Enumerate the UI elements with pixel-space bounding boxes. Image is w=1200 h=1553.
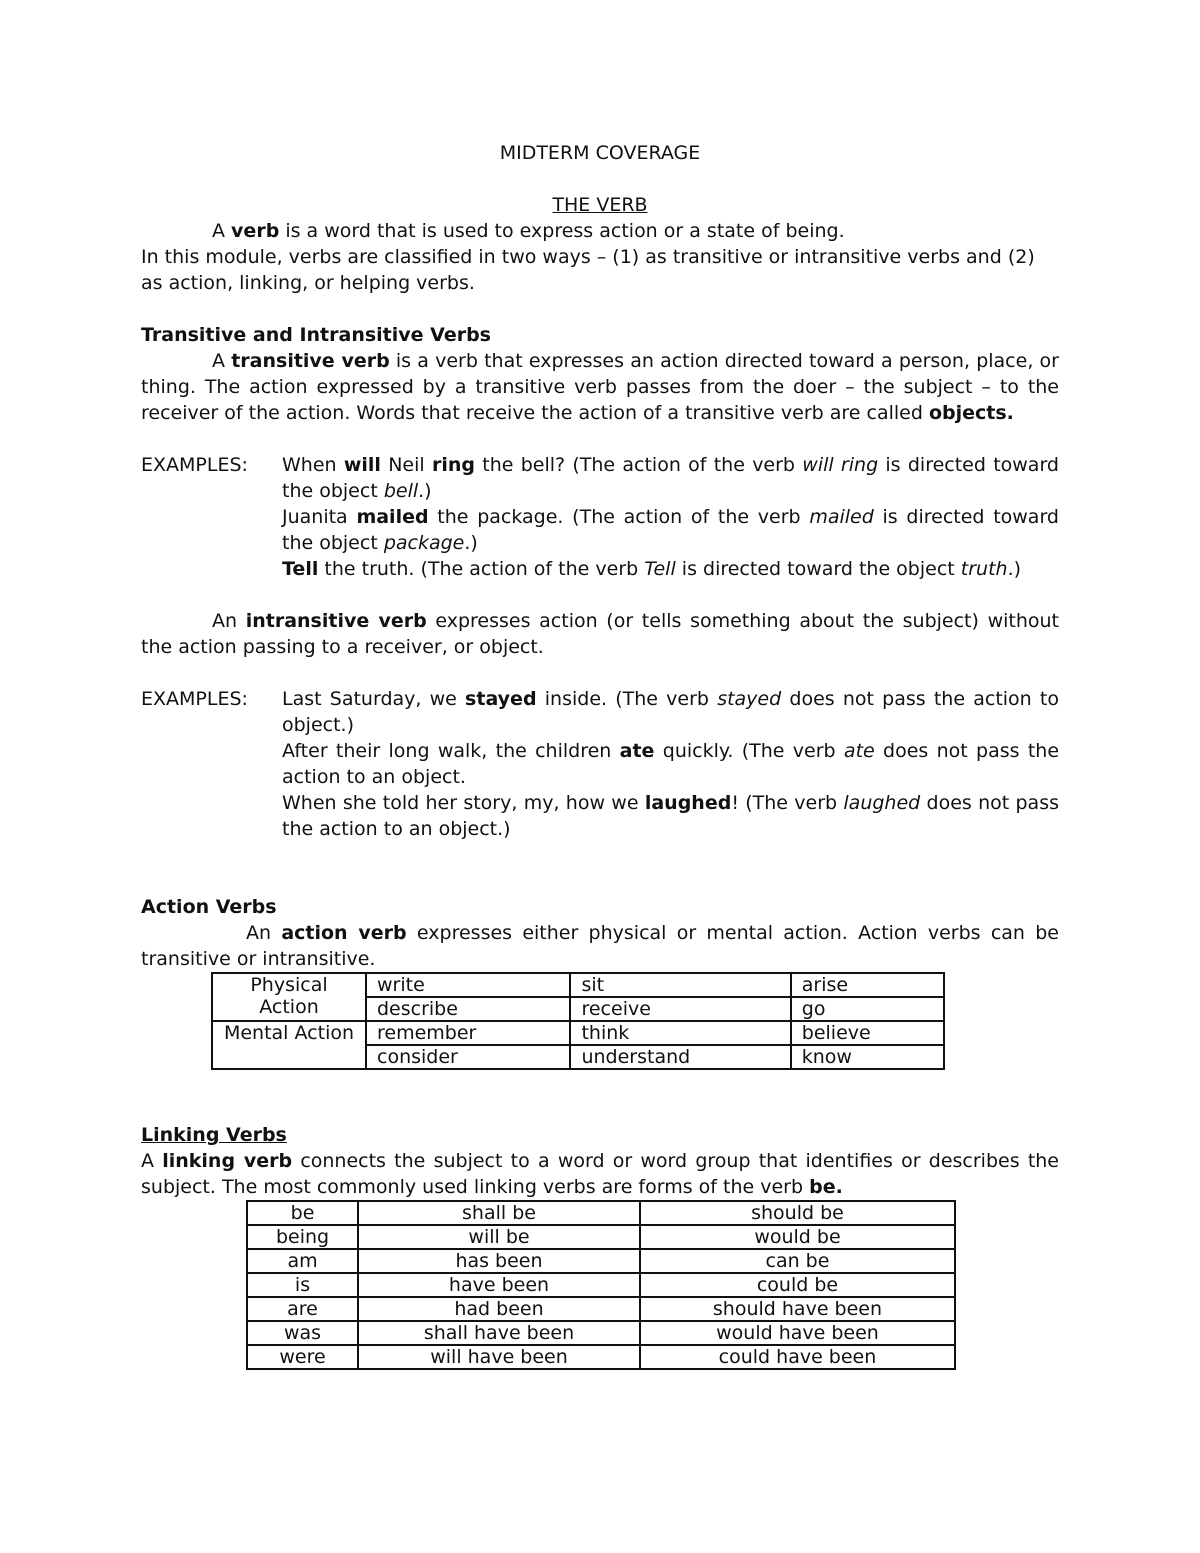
table-cell: had been (358, 1297, 640, 1321)
table-cell: arise (791, 973, 944, 997)
table-cell: go (791, 997, 944, 1021)
linking-definition: A linking verb connects the subject to a word or word group that identifies or describes the subject. The most commonly used linking verbs are forms of the verb be. (141, 1150, 1059, 1198)
table-cell: would be (640, 1225, 955, 1249)
verb-definition: A verb is a word that is used to express action or a state of being. (212, 220, 845, 242)
table-cell: remember (366, 1021, 570, 1045)
table-cell: think (570, 1021, 790, 1045)
intransitive-examples (141, 686, 1059, 842)
table-cell: know (791, 1045, 944, 1069)
action-definition: An action verb expresses either physical or mental action. Action verbs can be transitive or intransitive. (141, 922, 1059, 970)
document-content (141, 140, 1059, 1370)
table-cell: be (247, 1201, 358, 1225)
examples-label: EXAMPLES: (141, 688, 248, 710)
table-cell: being (247, 1225, 358, 1249)
table-cell: can be (640, 1249, 955, 1273)
page-title: MIDTERM COVERAGE (499, 142, 701, 164)
table-cell: describe (366, 997, 570, 1021)
section-heading-transitive: Transitive and Intransitive Verbs (141, 324, 491, 346)
table-cell: have been (358, 1273, 640, 1297)
table-cell: would have been (640, 1321, 955, 1345)
table-cell: should have been (640, 1297, 955, 1321)
section-heading-verb: THE VERB (552, 194, 648, 216)
table-cell: was (247, 1321, 358, 1345)
table-cell: receive (570, 997, 790, 1021)
linking-verbs-table (246, 1200, 956, 1370)
intransitive-example-3: When she told her story, my, how we laughed! (The verb laughed does not pass the action to an object.) (282, 792, 1060, 840)
table-cell: are (247, 1297, 358, 1321)
transitive-example-1: When will Neil ring the bell? (The action of the verb will ring is directed toward the object bell.) (282, 454, 1059, 502)
table-row (212, 1021, 944, 1045)
transitive-definition: A transitive verb is a verb that expresses an action directed toward a person, place, or thing. The action expressed by a transitive verb passes from the doer – the subject – to the receiver of the action. Words that receive the action of a transitive verb are called objects. (141, 350, 1059, 424)
table-cell: write (366, 973, 570, 997)
table-row (212, 973, 944, 997)
table-cell: am (247, 1249, 358, 1273)
transitive-examples (141, 452, 1059, 582)
table-cell: shall be (358, 1201, 640, 1225)
table-cell: understand (570, 1045, 790, 1069)
table-row (247, 1321, 955, 1345)
table-cell: were (247, 1345, 358, 1369)
category-physical: Physical Action (212, 973, 366, 1021)
table-cell: should be (640, 1201, 955, 1225)
transitive-example-3: Tell the truth. (The action of the verb Tell is directed toward the object truth.) (282, 558, 1022, 580)
table-row (247, 1249, 955, 1273)
table-row (247, 1225, 955, 1249)
intransitive-example-1: Last Saturday, we stayed inside. (The verb stayed does not pass the action to object.) (282, 688, 1059, 736)
category-mental: Mental Action (212, 1021, 366, 1069)
table-cell: could be (640, 1273, 955, 1297)
section-heading-action: Action Verbs (141, 896, 277, 918)
table-cell: has been (358, 1249, 640, 1273)
table-cell: believe (791, 1021, 944, 1045)
table-cell: will be (358, 1225, 640, 1249)
table-cell: is (247, 1273, 358, 1297)
table-row (247, 1297, 955, 1321)
verb-classification: In this module, verbs are classified in two ways – (1) as transitive or intransitive verbs and (2) as action, linking, or helping verbs. (141, 246, 1035, 294)
table-cell: will have been (358, 1345, 640, 1369)
table-cell: shall have been (358, 1321, 640, 1345)
table-row (247, 1201, 955, 1225)
table-cell: sit (570, 973, 790, 997)
action-verbs-table (211, 972, 945, 1070)
intransitive-example-2: After their long walk, the children ate quickly. (The verb ate does not pass the action to an object. (282, 740, 1060, 788)
transitive-example-2: Juanita mailed the package. (The action of the verb mailed is directed toward the object package.) (282, 506, 1059, 554)
section-heading-linking: Linking Verbs (141, 1124, 287, 1146)
table-row (247, 1345, 955, 1369)
table-cell: consider (366, 1045, 570, 1069)
intransitive-definition: An intransitive verb expresses action (or tells something about the subject) without the action passing to a receiver, or object. (141, 610, 1059, 658)
examples-label: EXAMPLES: (141, 454, 248, 476)
table-cell: could have been (640, 1345, 955, 1369)
table-row (247, 1273, 955, 1297)
